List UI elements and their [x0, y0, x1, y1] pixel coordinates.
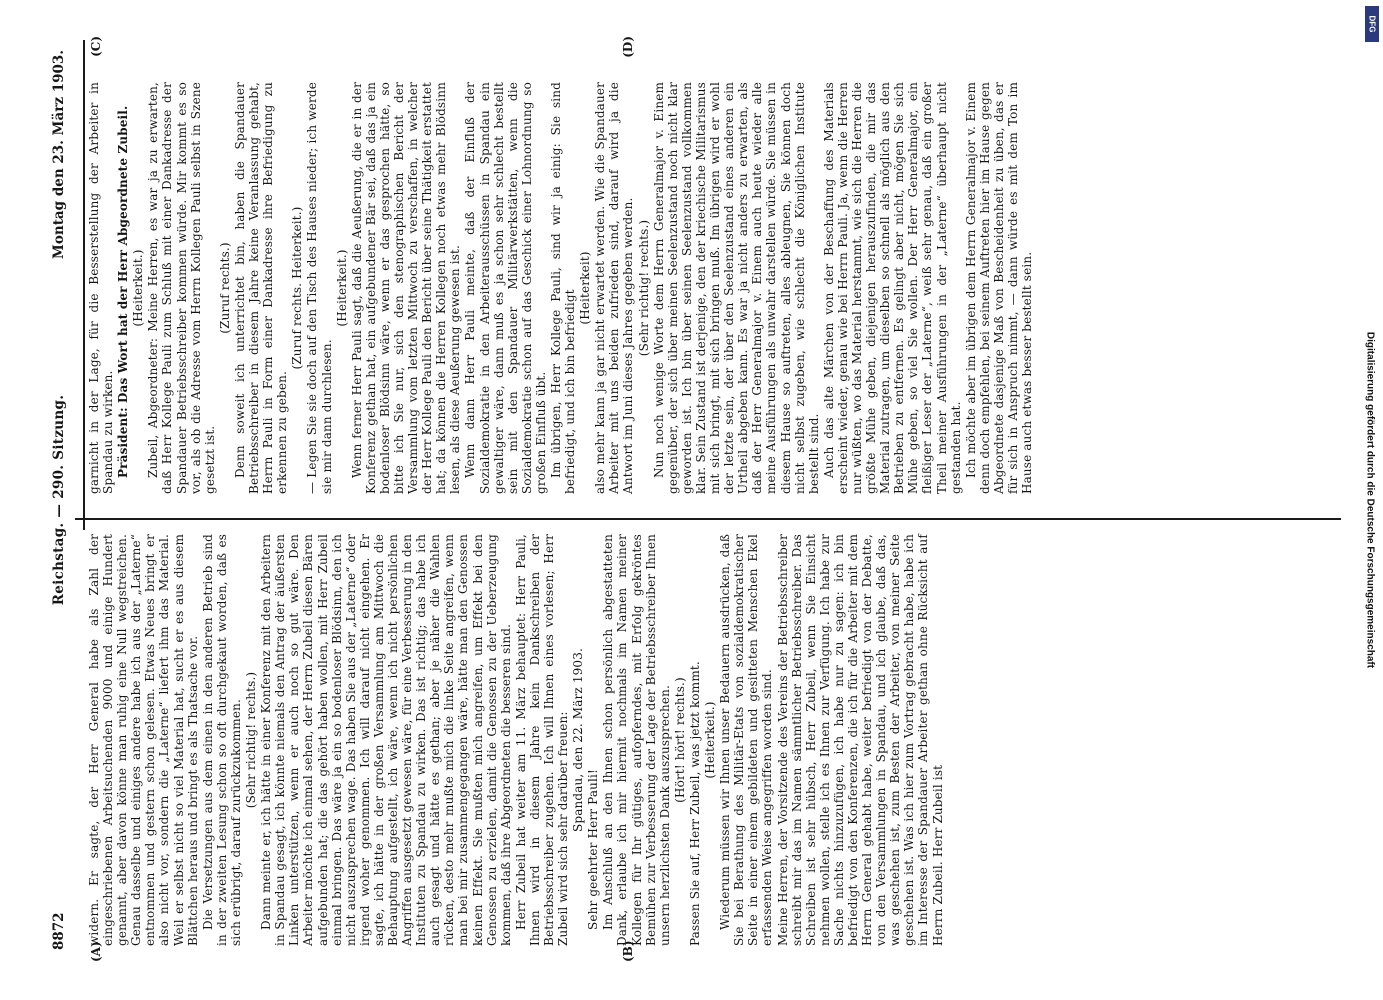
paragraph: Passen Sie auf, Herr Zubeil, was jetzt kommt.	[687, 661, 702, 946]
dfg-logo-text: DFG	[1367, 15, 1377, 33]
interjection: (Heiterkeit.)	[334, 249, 349, 327]
speaker-paragraph: Präsident: Das Wort hat der Herr Abgeordnete Zubeil.	[116, 105, 131, 478]
interjection: (Zuruf rechts. Heiterkeit.)	[290, 206, 305, 370]
digitization-credit	[1361, 10, 1379, 990]
column-divider	[75, 518, 1341, 520]
session-date: Montag den 23. März 1903.	[51, 50, 67, 260]
paragraph: Denn soweit ich unterrichtet bin, haben die Spandauer Betriebsschreiber in diesem Jahre keine Veranlassung gehabt, Herrn Pauli in Form einer Dankadresse ihre Befriedigung zu erkennen zu geben.	[232, 82, 290, 494]
paragraph: Ich möchte aber im übrigen dem Herrn Generalmajor v. Einem denn doch empfehlen, bei seinem Auftreten hier im Hause gegen Abgeordnete dasjenige Maß von Bescheidenheit zu üben, das er für sich in Anspruch nimmt, — dann würde es mit dem Ton im Hause auch etwas besser bestellt sein.	[963, 82, 1035, 494]
interjection: (Heiterkeit)	[578, 251, 593, 325]
interjection: (Heiterkeit.)	[703, 701, 718, 779]
margin-letter-a: (A)	[89, 941, 103, 962]
paragraph: Im übrigen, Herr Kollege Pauli, sind wir ja einig: Sie sind befriedigt, und ich bin befriedigt	[549, 82, 578, 494]
letter-body: Im Anschluß an den Ihnen schon persönlich abgestatteten Dank, erlaube ich mir hiermit nochmals im Namen meiner Kollegen für Ihr gütiges, aufopferndes, mit Erfolg gekröntes Bemühen zur Verbesserung der Lage der Betriebsschreiber Ihnen unsern herzlichsten Dank auszusprechen.	[601, 534, 672, 946]
paragraph: widern. Er sagte, der Herr General habe als Zahl der eingeschriebenen Arbeitsuchenden 9000 und einige Hundert genannt, aber davon könne man ruhig eine Null wegstreichen. Genau dasselbe und einiges andere habe ich aus der „Laterne“ entnommen und gestern schon gelesen. Etwas Neues bringt er also nicht vor, sondern die „Laterne“ liefert ihm das Material. Weil er selbst nicht so viel Material hat, sucht er es aus diesem Blättchen heraus und bringt es als Thatsache vor.	[87, 534, 200, 946]
paragraph: Nun noch wenige Worte dem Herrn Generalmajor v. Einem gegenüber, der sich über meinen Seelenzustand noch nicht klar geworden ist. Ich bin über seinen Seelenzustand vollkommen klar. Sein Zustand ist derjenige, den der kriechische Militarismus mit sich bringt, mit sich bringen muß. Im übrigen wird er wohl der letzte sein, der über den Seelenzustand eines anderen ein Urtheil abgeben kann. Es war ja nicht anders zu erwarten, als daß der Herr Generalmajor v. Einem auch heute wieder alle meine Ausführungen als unwahr darstellen würde. Sie müssen in diesem Hause so auftreten, alles ableugnen, Sie können doch nicht selbst zugeben, wie schlecht die Königlichen Institute bestellt sind.	[651, 82, 821, 494]
paragraph: also mehr kann ja gar nicht erwartet werden. Wie die Spandauer Arbeiter mit uns beiden zufrieden sind, darauf wird ja die Antwort im Juni dieses Jahres gegeben werden.	[593, 82, 636, 494]
left-column	[87, 534, 946, 946]
margin-letter-b: (B)	[621, 940, 635, 962]
interjection: (Sehr richtig! rechts.)	[636, 219, 651, 357]
header-rule	[83, 40, 85, 530]
interjection: (Zuruf rechts.)	[217, 242, 232, 334]
page-header	[51, 50, 75, 950]
credit-text: Digitalisierung gefördert durch die Deutsche Forschungsgemeinschaft	[1364, 331, 1376, 669]
interjection: (Heiterkeit.)	[131, 249, 146, 327]
speaker-paragraph: Zubeil, Abgeordneter: Meine Herren, es war ja zu erwarten, daß Herr Kollege Pauli zum Schluß mit einer Dankadresse der Spandauer Betriebsschreiber kommen würde. Mir kommt es so vor, als ob die Adresse vom Herrn Kollegen Pauli selbst in Szene gesetzt ist.	[146, 82, 217, 494]
paragraph: Die Versetzungen aus dem einen in den anderen Betrieb sind in der zweiten Lesung schon so oft durchgekaut worden, daß es sich erübrigt, darauf zurückzukommen.	[200, 534, 243, 946]
page-number: 8872	[51, 912, 67, 950]
paragraph: Wenn dann Herr Pauli meinte, daß der Einfluß der Sozialdemokratie in den Arbeiterausschüssen in Spandau ein gewaltiger wäre, dann muß es ja schon sehr schlecht bestellt sein mit den Spandauer Militärwerkstätten, wenn die Sozialdemokratie schon auf das Geschick einer Lohnordnung so großen Einfluß übt.	[463, 82, 548, 494]
paragraph: — Legen Sie sie doch auf den Tisch des Hauses nieder; ich werde sie mir dann durchlesen.	[305, 82, 334, 494]
letter-dateline: Spandau, den 22. März 1903.	[571, 648, 586, 832]
letter-body: Wiederum müssen wir Ihnen unser Bedauern ausdrücken, daß Sie bei Berathung des Militär-Etats von sozialdemokratischer Seite in einer einem gebildeten und gesitteten Menschen Ekel erfassenden Weise angegriffen worden sind.	[718, 534, 775, 946]
paragraph: Auch das alte Märchen von der Beschaffung des Materials erscheint wieder, genau wie bei Herrn Pauli. Ja, wenn die Herren nur wüßten, wo das Material herstammt, wie sich die Herren die größte Mühe geben, diejenigen herauszufinden, die mir das Material zutragen, um dieselben so schnell als möglich aus den Betrieben zu entfernen. Es gelingt aber nicht, mögen Sie sich Mühe geben, so viel Sie wollen. Der Herr Generalmajor, ein fleißiger Leser der „Laterne“, weiß sehr genau, daß ein großer Theil meiner Ausführungen in der „Laterne“ überhaupt nicht gestanden hat.	[821, 82, 963, 494]
paragraph: garnicht in der Lage, für die Besserstellung der Arbeiter in Spandau zu wirken.	[87, 82, 116, 494]
paragraph: Herr Zubeil hat weiter am 11. März behauptet: Herr Pauli, Ihnen wird in diesem Jahre kein Dankschreiben der Betriebsschreiber zugehen. Ich will Ihnen eines vorlesen; Herr Zubeil wird sich sehr darüber freuen:	[513, 534, 571, 946]
margin-letter-c: (C)	[89, 36, 103, 57]
paragraph: Wenn ferner Herr Pauli sagt, daß die Aeußerung, die er in der Konferenz gethan hat, ein aufgebundener Bär sei, daß das ja ein bodenloser Blödsinn wäre, wenn er das gesprochen hätte, so bitte ich Sie nur, sich den stenographischen Bericht der Versammlung vom letzten Mittwoch zu verschaffen, in welcher der Herr Kollege Pauli den Bericht über seine Thätigkeit erstattet hat; da können die Herren Kollegen noch etwas mehr Blödsinn lesen, als diese Aeußerung gewesen ist.	[349, 82, 463, 494]
margin-letter-d: (D)	[621, 36, 635, 58]
interjection: (Hört! hört! rechts.)	[672, 677, 687, 803]
paragraph: Dann meinte er, ich hätte in einer Konferenz mit den Arbeitern in Spandau gesagt, ich könnte niemals den Antrag der äußersten Linken unterstützen, wenn er auch noch so gut wäre. Den Arbeiter möchte ich einmal sehen, der Herrn Zubeil diesen Bären aufgebunden hat; die das gehört haben wollen, mit Herr Zubeil einmal bringen. Das wäre ja ein so bodenloser Blödsinn, den ich nicht auszusprechen wage. Das haben Sie aus der „Laterne“ oder irgend woher genommen. Ich will darauf nicht eingehen. Er sagte, ich hätte in der großen Versammlung am Mittwoch die Behauptung aufgestellt, ich wäre, wenn ich nicht persönlichen Angriffen ausgesetzt gewesen wäre, für eine Verbesserung in den Instituten zu Spandau zu wirken. Das ist richtig; das habe ich auch gesagt und hätte es gethan; aber je näher die Wahlen rücken, desto mehr mußte mich die linke Seite angreifen, wenn man bei mir zusammengegangen wäre, hätte man den Genossen keinen Effekt. Sie mußten mich angreifen, um Effekt bei den Genossen zu erzielen, damit die Genossen zu der Ueberzeugung kommen, daß ihre Abgeordneten die besseren sind.	[259, 534, 513, 946]
right-column	[87, 82, 1035, 494]
rotated-scanned-page	[41, 36, 1341, 962]
paragraph: Meine Herren, der Vorsitzende des Vereins der Betriebsschreiber schreibt mir das im Namen sämmtlicher Betriebsschreiber. Das Schreiben ist sehr hübsch, Herr Zubeil, wenn Sie Einsicht nehmen wollen, stelle ich es Ihnen zur Verfügung. Ich habe zur Sache nichts hinzuzufügen, ich habe nur zu sagen: ich bin befriedigt von den Konferenzen, die ich für die Arbeiter mit dem Herrn General gehabt habe, weiter befriedigt von der Debatte, von den Versammlungen in Spandau, und ich glaube, daß das, was geschehen ist, zum Besten der Arbeiter, von meiner Seite geschehen ist. Was ich hier zum Vortrag gebracht habe, habe ich im Interesse der Spandauer Arbeiter gethan ohne Rücksicht auf Herrn Zubeil. Herr Zubeil ist	[775, 534, 945, 946]
letter-salutation: Sehr geehrter Herr Pauli!	[586, 769, 601, 930]
running-title: Reichstag. — 290. Sitzung.	[51, 394, 67, 606]
interjection: (Sehr richtig! rechts.)	[244, 671, 259, 809]
